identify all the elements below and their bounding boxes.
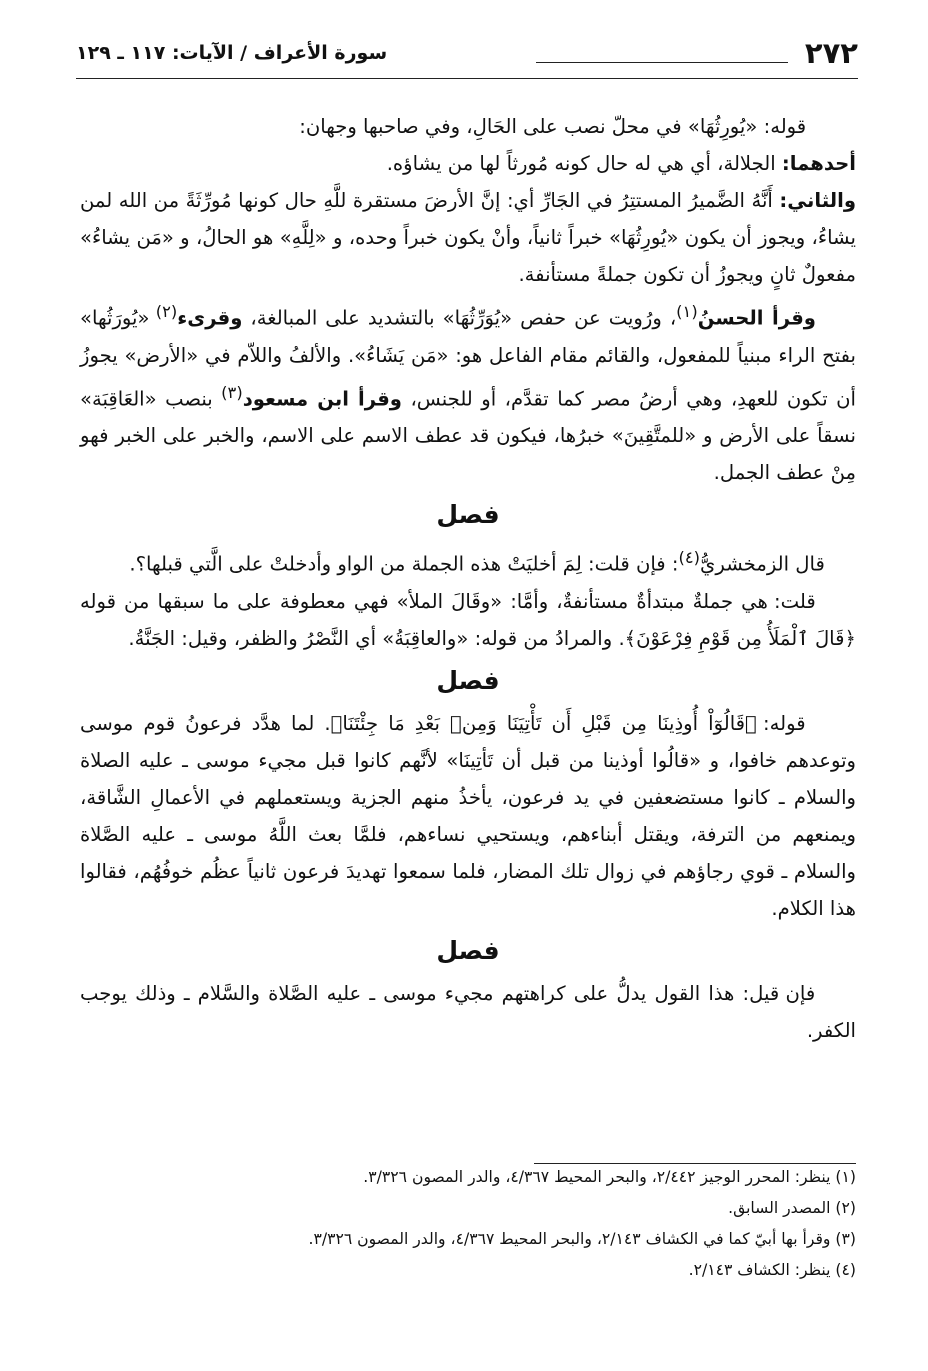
- text-run: فإن قيل: هذا القول يدلُّ على كراهتهم مجيء موسى ـ عليه الصَّلاة والسَّلام ـ وذلك يوجب الكفر.: [80, 981, 856, 1042]
- footnotes: [80, 1162, 856, 1286]
- paragraph: [80, 539, 856, 583]
- paragraph: [80, 583, 856, 657]
- text-run: : فإن قلت: لِمَ أخليَتْ هذه الجملة من الواو وأدخلتْ على الَّتي قبلها؟.: [129, 552, 679, 576]
- paragraph: [80, 705, 856, 927]
- footnote: (٤) ينظر: الكشاف ٢/١٤٣.: [688, 1261, 856, 1279]
- page-header: [76, 28, 858, 79]
- bold-label: وقرأ الحسنُ: [697, 306, 816, 330]
- footnote-ref[interactable]: (١): [676, 302, 698, 321]
- header-rule: [536, 62, 788, 63]
- bold-label: أحدهما:: [781, 152, 856, 175]
- bold-label: وقرىء: [177, 306, 243, 330]
- section-heading: فصل: [436, 935, 500, 965]
- section-heading: فصل: [436, 500, 500, 530]
- paragraph: [80, 145, 856, 182]
- text-run: قوله: «يُورِثُهَا» في محلّ نصب على الحَالِ، وفي صاحبها وجهان:: [299, 115, 807, 138]
- paragraph: [80, 108, 856, 145]
- section-heading: فصل: [436, 665, 500, 695]
- bold-label: وقرأ ابن مسعود: [242, 387, 402, 411]
- footnote-ref[interactable]: (٤): [678, 548, 701, 568]
- footnote: (١) ينظر: المحرر الوجيز ٢/٤٤٢، والبحر المحيط ٤/٣٦٧، والدر المصون ٣/٣٢٦.: [363, 1168, 856, 1186]
- footnote-ref[interactable]: (٢): [155, 302, 178, 321]
- paragraph: [80, 182, 856, 293]
- paragraph: [80, 293, 856, 491]
- text-run: قلت: هي جملةٌ مبتدأةٌ مستأنفةٌ، وأمَّا: «وقَالَ الملأ» فهي معطوفة على ما سبقها من قوله ﴿قَالَ ٱلْمَلَأُ مِن قَوْمِ فِرْعَوْنَ﴾. والمرادُ من قوله: «والعاقِبَةُ» أي النَّصْرُ والظفر، وقيل: الجَنَّةُ.: [80, 589, 856, 650]
- main-text: [80, 108, 856, 1049]
- text-run: بنصب «العَاقِبَة» نسقاً على الأرض و «للمتَّقِينَ» خبرُها، فيكون قد عطف الاسم على الاسم، والخبر على الخبر فهو مِنْ عطف الجمل.: [80, 387, 856, 485]
- footnote: (٣) وقرأ بها أبيّ كما في الكشاف ٢/١٤٣، والبحر المحيط ٤/٣٦٧، والدر المصون ٣/٣٢٦.: [308, 1230, 856, 1248]
- paragraph: [80, 975, 856, 1049]
- bold-label: والثاني:: [779, 189, 856, 212]
- running-title: سورة الأعراف / الآيات: ١١٧ ـ ١٢٩: [76, 42, 388, 64]
- text-run: أَنَّهُ الضَّميرُ المستتِرُ في الجَارِّ أي: إنَّ الأرضَ مستقرة للَّهِ حال كونها مُورِّثَةً من الله لمن يشاءُ، ويجوز أن يكون «يُورِثُهَا» خبراً ثانياً، وأنْ يكون خبراً وحده، و «لِلَّهِ» هو الحالُ، و «مَن يشاءُ» مفعولٌ ثانٍ ويجوزُ أن تكون جملةً مستأنفة.: [80, 189, 856, 286]
- text-run: الجلالة، أي هي له حال كونه مُورثاً لها من يشاؤه.: [386, 152, 782, 175]
- page-number: ٢٧٢: [804, 36, 858, 70]
- footnote: (٢) المصدر السابق.: [728, 1199, 856, 1217]
- text-run: «يُورَثُها» بفتح الراء مبنياً للمفعول، والقائم مقام الفاعل هو: «مَن يَشَاءُ». والألفُ واللاّم في «الأرض» يجوزُ أن تكون للعهدِ، وهي أرضُ مصر كما تقدَّم، أو للجنس،: [80, 306, 856, 411]
- text-run: قال الزمخشريُّ: [700, 552, 825, 576]
- text-run: ، ورُويت عن حفص «يُوَرِّثُهَا» بالتشديد على المبالغة،: [242, 306, 677, 330]
- footnote-ref[interactable]: (٣): [221, 382, 243, 402]
- text-run: قوله: ﴿قَالُوٓاْ أُوذِينَا مِن قَبْلِ أَن تَأْتِيَنَا وَمِنۢ بَعْدِ مَا جِئْتَنَا﴾. لما هدَّد فرعونُ قوم موسى وتوعدهم خافوا، و «قالُوا أوذينا من قبل أن تَأتِينَا» لأنَّهم كانوا قبل مجيء موسى ـ عليه الصلاة والسلام ـ كانوا مستضعفين في يد فرعون، يأخذُ منهم الجزية ويستعملهم في الأعمالِ الشَّاقة، ويمنعهم من الترفة، ويقتل أبناءهم، ويستحيي نساءهم، فلمَّا بعث اللَّهُ موسى ـ عليه الصَّلاة والسلام ـ قوي رجاؤهم في زوال تلك المضار، فلما سمعوا تهديدَ فرعون ثانياً عظُم خوفُهُم، فقالوا هذا الكلام.: [80, 711, 856, 920]
